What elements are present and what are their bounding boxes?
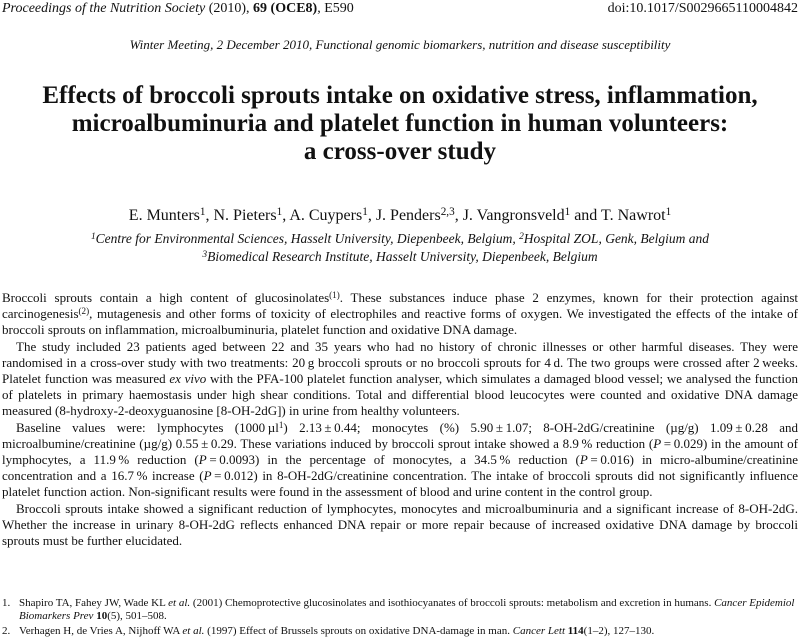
affiliation-line	[0, 248, 800, 266]
text-run: = 0.0093) in the percentage of monocytes, a 34.5 % reduction (	[206, 452, 580, 468]
reference-authors: Shapiro TA, Fahey JW, Wade KL	[19, 597, 169, 609]
journal-name: Proceedings of the Nutrition Society	[2, 1, 206, 16]
text-run: ) 2.13 ± 0.44; monocytes (%) 5.90 ± 1.07; 8-OH-2dG/creatinine (µg/g) 1.09 ± 0.28 and microalbumine/creatinine (µg/g) 0.55 ± 0.29. These variations induced by broccoli sprout intake showed a 8.9 % reduction (	[2, 419, 798, 451]
author-affiliation: 2,3	[440, 205, 455, 218]
text-run: , mutagenesis and other forms of toxicity of electrophiles and reactive forms of oxygen. We investigated the effects of the intake of broccoli sprouts on inflammation, microalbuminuria, platelet function and oxidative DNA damage.	[2, 306, 798, 338]
reference-etal: et al.	[182, 624, 205, 637]
text-run: The study included 23 patients aged between 22 and 35 years who had no history of chronic illnesses or other harmful diseases. They were randomised in a cross-over study with two treatments: 20 g broccoli sprouts or no broccoli sprouts for 4 d. The two groups were crossed after 2 weeks. Platelet function was measured	[2, 338, 798, 387]
affiliations	[0, 230, 800, 266]
author-affiliation: 1	[665, 205, 672, 218]
reference-volume: 114	[565, 624, 584, 637]
affiliation-text: Centre for Environmental Sciences, Hasselt University, Diepenbeek, Belgium,	[95, 231, 520, 246]
journal-year: (2010),	[208, 1, 250, 16]
author-name: J. Vangronsveld	[462, 207, 565, 224]
paragraph-introduction	[2, 290, 798, 339]
journal-citation	[2, 0, 354, 18]
author-affiliation: 1	[564, 205, 571, 218]
author-list: E. Munters$^1$, N. Pieters$^1$, A. Cuypers$^1$, J. Penders$^{2,3}$, J. Vangronsveld$^1$ and T. Nawrot$^1$	[128, 205, 672, 224]
affiliation-text: Hospital ZOL, Genk, Belgium and	[523, 231, 710, 246]
reference-authors: Verhagen H, de Vries A, Nijhoff WA	[19, 624, 183, 637]
affiliation-number: 3	[202, 249, 208, 260]
title-line: microalbuminuria and platelet function in human volunteers:	[71, 110, 729, 137]
reference-etal: et al.	[168, 597, 191, 609]
text-run: Broccoli sprouts contain a high content of glucosinolates	[2, 290, 330, 305]
reference-number: 2.	[2, 624, 11, 637]
journal-issue: (OCE8)	[270, 1, 318, 16]
author-name: J. Penders	[375, 207, 441, 224]
p-value-symbol: P	[653, 435, 662, 451]
p-value-symbol: P	[579, 452, 588, 468]
paragraph-methods	[2, 339, 798, 420]
author-name: A. Cuypers	[289, 207, 363, 224]
author-joiner: and	[570, 207, 602, 224]
author-name: N. Pieters	[213, 207, 277, 224]
p-value-symbol: P	[203, 468, 212, 484]
paragraph-conclusion: Broccoli sprouts intake showed a significant reduction of lymphocytes, monocytes and microalbuminuria and a significant increase of 8-OH-2dG. Whether the increase in urinary 8-OH-2dG reflects enhanced DNA repair or more repair because of increased oxidative DNA damage by broccoli sprouts must be further elucidated.	[2, 500, 798, 549]
citation-ref: (2)	[78, 306, 90, 317]
author-name: E. Munters	[128, 207, 200, 224]
author-affiliation: 1	[362, 205, 368, 218]
text-run: Baseline values were: lymphocytes (1000 µl	[16, 419, 279, 435]
journal-volume: 69	[253, 1, 268, 16]
running-head	[2, 0, 798, 18]
author-name: T. Nawrot	[601, 207, 666, 224]
superscript: 1	[278, 419, 284, 430]
author-affiliation: 1	[199, 205, 206, 218]
reference-text: (1997) Effect of Brussels sprouts on oxidative DNA-damage in man.	[204, 624, 513, 637]
text-run: = 0.029) in the amount of lymphocytes, a 11.9 % reduction (	[2, 435, 798, 468]
text-run: . These substances induce phase 2 enzymes, known for their protection against carcinogenesis	[2, 290, 798, 322]
reference-number: 1.	[2, 597, 11, 609]
affiliation-text: Biomedical Research Institute, Hasselt University, Diepenbeek, Belgium	[207, 249, 598, 264]
citation-ref: (1)	[329, 289, 340, 300]
reference-journal: Cancer Lett	[512, 624, 565, 637]
affiliation-number: 1	[90, 231, 96, 242]
reference-text: (2001) Chemoprotective glucosinolates and isothiocyanates of broccoli sprouts: metabolism and excretion in humans.	[190, 597, 715, 609]
text-run: = 0.012) in 8-OH-2dG/creatinine concentration. The intake of broccoli sprouts did not significantly influence platelet function action. Non-significant results were found in the assessment of blood and urine content in the control group.	[2, 468, 798, 500]
affiliation-line	[0, 230, 800, 248]
italic-term: ex vivo	[169, 371, 207, 387]
author-affiliation: 1	[276, 205, 283, 218]
reference-volume: 10	[93, 610, 108, 623]
text-run: with the PFA-100 platelet function analyser, which simulates a damaged blood vessel; we analysed the function of platelets in primary haemostasis under high shear conditions. Total and differential blood leucocytes were counted and oxidative DNA damage measured (8-hydroxy-2-deoxyguanosine [8-OH-2dG]) in urine from healthy volunteers.	[2, 371, 799, 419]
journal-page: , E590	[317, 1, 354, 16]
meeting-line: Winter Meeting, 2 December 2010, Functional genomic biomarkers, nutrition and disease susceptibility	[129, 37, 671, 52]
reference-item	[2, 597, 798, 624]
abstract-body	[2, 290, 798, 549]
affiliation-number: 2	[519, 231, 524, 242]
doi[interactable]: doi:10.1017/S0029665110004842	[607, 1, 798, 16]
reference-list	[2, 597, 798, 639]
paragraph-results	[2, 420, 798, 501]
p-value-symbol: P	[198, 452, 207, 468]
title-line: a cross-over study	[303, 138, 497, 165]
reference-pages: (5), 501–508.	[107, 610, 167, 623]
reference-pages: (1–2), 127–130.	[583, 624, 655, 637]
title-line: Effects of broccoli sprouts intake on oxidative stress, inflammation,	[42, 82, 758, 109]
article-title	[10, 82, 790, 166]
text-run: = 0.016) in micro-albumine/creatinine concentration and a 16.7 % increase (	[2, 452, 798, 484]
reference-journal: Cancer Epidemiol Biomarkers Prev	[19, 597, 795, 623]
reference-item	[2, 625, 798, 638]
